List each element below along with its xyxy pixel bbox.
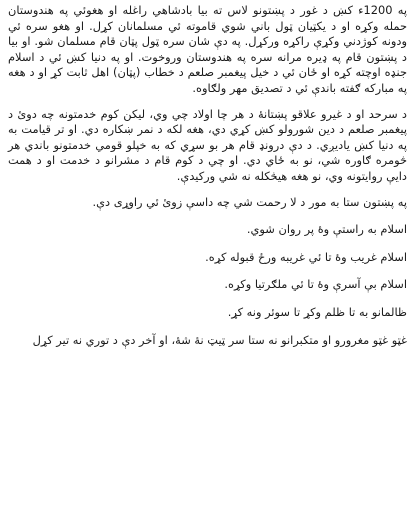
paragraph-history: په 1200ء کښ د غور د پښتونو لاس ته بیا بادشاهي راغله او هغوئي په هندوستان حمله وکړه او د یکټیان ټول باني شوي قاموته ئي مسلمانان کړل. او هغو سره ئي ودونه کوژدني وکړې راکړه ورکړل. په دې شان سره ټول پټان قام مسلمان شو. او بیا د پښتون قام په ډیره مرانه سره په هندوستان وروخوت. او په دنیا کښ ئي د اسلام جنډه اوچته کړه او ځان ئي د خیل پیغمبر صلعم د خطاب (پټان) اهل ثابت کړ او د هغه په مبارکه ګفته باندې ئي د تصدیق مهر ولګاوه. <box>8 3 407 95</box>
verse-line: اسلام به راستې وهٔ پر روان شوي. <box>246 222 407 237</box>
verse-line: اسلام بې آسرې وهٔ تا ئي ملګرتیا وکړه. <box>224 277 407 292</box>
verse-line: اسلام غریب وهٔ تا ئي غریبه ورځ قبوله کړه. <box>205 249 407 264</box>
paragraph-tribute: په پښتون ستا به مور د لا رحمت شي چه داسې زوئ ئي راوړی دې. <box>92 194 407 209</box>
verse-line: غټو غټو مغرورو او متکبرانو نه ستا سر ټیټ نهٔ شهٔ، او آخر دې د توري نه تیر کړل <box>32 332 407 347</box>
verse-line: ظالمانو به تا ظلم وکړ تا سوئر ونه کړ. <box>227 304 407 319</box>
paragraph-services: د سرحد او د غیرو علاقو پښتانهٔ د هر چا اولاد چي وي، لیکن کوم خدمتونه چه دوئ د پیغمبر صلعم د دین شورولو کښ کړي دي، هغه لکه د نمر ښکاره دي. او تر قیامت به په دنیا کښ یادیږي. د دې درونډ قام هر بو سړي که به خپلو قومي خدمتونو باندي هر څومره ګاوره شي، نو به ځاي دي. او چي د کوم قام د مشرانو د خدمت او د همت دایې روایتونه وي، نو هغه هیڅکله نه شي ورکیدې. <box>8 106 407 183</box>
